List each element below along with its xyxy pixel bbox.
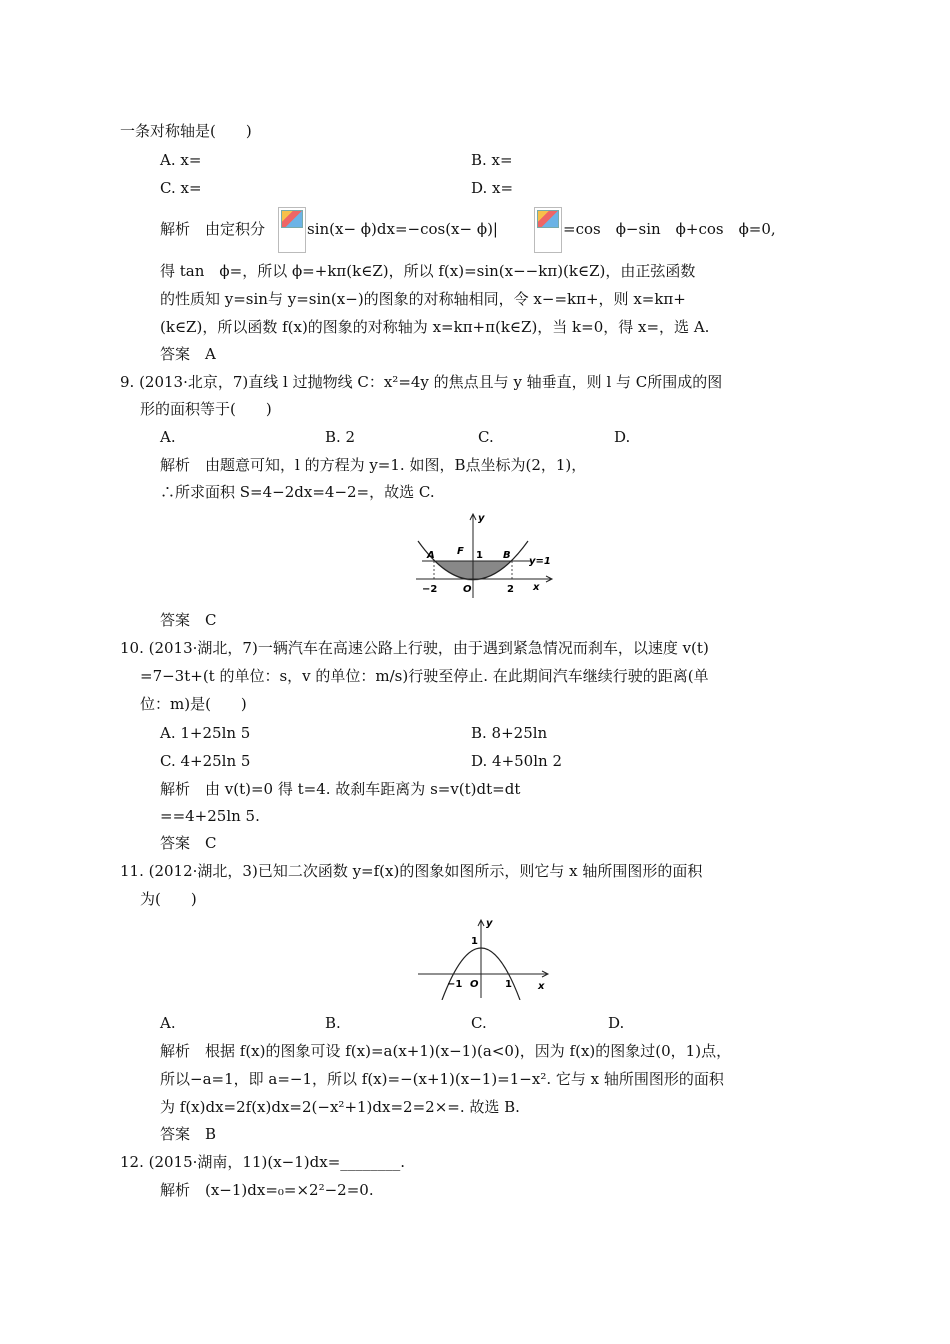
q11-option-d: D.: [608, 1014, 625, 1032]
q10-option-d: D. 4+50ln 2: [471, 752, 562, 770]
q8-option-c: C. x=: [160, 179, 202, 197]
broken-image-icon: [278, 207, 306, 253]
q8-answer: 答案 A: [160, 345, 216, 363]
q10-option-b: B. 8+25ln: [471, 724, 548, 742]
q8-solution-line4: (k∈Z)，所以函数 f(x)的图象的对称轴为 x=kπ+π(k∈Z)，当 k=0，得 x=，选 A.: [160, 318, 710, 336]
q10-stem-line3: 位：m)是( ): [140, 695, 247, 713]
q8-stem: 一条对称轴是( ): [120, 122, 252, 140]
q11-solution-line1: 解析 根据 f(x)的图象可设 f(x)=a(x+1)(x−1)(a<0)，因为 f(x)的图象过(0，1)点，: [160, 1042, 732, 1060]
q9-option-b: B. 2: [325, 428, 356, 446]
q11-stem-line2: 为( ): [140, 890, 197, 908]
tick-1-x-label: 1: [505, 979, 512, 990]
q11-option-a: A.: [160, 1014, 176, 1032]
tick-neg2-label: −2: [422, 584, 438, 595]
q9-option-c: C.: [478, 428, 494, 446]
q10-solution-line1: 解析 由 v(t)=0 得 t=4. 故刹车距离为 s=v(t)dt=dt: [160, 780, 521, 798]
q8-option-a: A. x=: [160, 151, 202, 169]
point-a-label: A: [427, 550, 435, 561]
q11-option-c: C.: [471, 1014, 487, 1032]
tick-2-label: 2: [507, 584, 514, 595]
q10-option-a: A. 1+25ln 5: [160, 724, 251, 742]
tick-neg1-label: −1: [447, 979, 463, 990]
x-axis-label: x: [538, 981, 545, 992]
q10-answer: 答案 C: [160, 834, 217, 852]
q9-option-d: D.: [614, 428, 631, 446]
q12-stem: 12. (2015·湖南，11)(x−1)dx=________.: [120, 1153, 406, 1171]
y-axis-label: y: [478, 513, 485, 524]
q11-stem-line1: 11. (2012·湖北，3)已知二次函数 y=f(x)的图象如图所示，则它与 x 轴所围图形的面积: [120, 862, 703, 880]
q12-solution: 解析 (x−1)dx=₀=×2²−2=0.: [160, 1181, 374, 1199]
q9-stem-line2: 形的面积等于( ): [140, 400, 272, 418]
tick-1-y-label: 1: [471, 936, 478, 947]
q10-stem-line2: =7−3t+(t 的单位：s，v 的单位：m/s)行驶至停止. 在此期间汽车继续行驶的距离(单: [140, 667, 709, 685]
y-axis-label: y: [486, 918, 493, 929]
q8-solution-line1b: sin(x− ϕ)dx=−cos(x− ϕ)|: [307, 220, 498, 238]
line-y1-label: y=1: [529, 556, 551, 567]
q11-solution-line2: 所以−a=1，即 a=−1，所以 f(x)=−(x+1)(x−1)=1−x². 它与 x 轴所围图形的面积: [160, 1070, 724, 1088]
q11-parabola-figure: [414, 914, 554, 1000]
q11-solution-line3: 为 f(x)dx=2f(x)dx=2(−x²+1)dx=2=2×=. 故选 B.: [160, 1098, 520, 1116]
broken-image-icon: [534, 207, 562, 253]
point-b-label: B: [503, 550, 511, 561]
origin-label: O: [470, 979, 479, 990]
q10-stem-line1: 10. (2013·湖北，7)一辆汽车在高速公路上行驶，由于遇到紧急情况而刹车，以速度 v(t): [120, 639, 709, 657]
q9-solution-line1: 解析 由题意可知，l 的方程为 y=1. 如图，B点坐标为(2，1)，: [160, 456, 587, 474]
q9-stem-line1: 9. (2013·北京，7)直线 l 过抛物线 C：x²=4y 的焦点且与 y 轴垂直，则 l 与 C所围成的图: [120, 373, 723, 391]
q9-answer: 答案 C: [160, 611, 217, 629]
q11-answer: 答案 B: [160, 1125, 217, 1143]
origin-label: O: [463, 584, 472, 595]
q9-option-a: A.: [160, 428, 176, 446]
q9-parabola-figure: [410, 508, 560, 600]
tick-1-label: 1: [476, 550, 483, 561]
q8-solution-line1c: =cos ϕ−sin ϕ+cos ϕ=0,: [563, 220, 776, 238]
x-axis-label: x: [533, 582, 540, 593]
q8-solution-line1a: 解析 由定积分: [160, 220, 266, 238]
q10-option-c: C. 4+25ln 5: [160, 752, 251, 770]
q11-option-b: B.: [325, 1014, 341, 1032]
q8-solution-line2: 得 tan ϕ=，所以 ϕ=+kπ(k∈Z)，所以 f(x)=sin(x−−kπ)(k∈Z)，由正弦函数: [160, 262, 696, 280]
q8-option-b: B. x=: [471, 151, 513, 169]
focus-f-label: F: [457, 546, 464, 557]
q8-option-d: D. x=: [471, 179, 514, 197]
q8-solution-line3: 的性质知 y=sin与 y=sin(x−)的图象的对称轴相同，令 x−=kπ+，则 x=kπ+: [160, 290, 686, 308]
q9-solution-line2: ∴所求面积 S=4−2dx=4−2=，故选 C.: [160, 483, 435, 501]
q10-solution-line2: ==4+25ln 5.: [160, 807, 260, 825]
